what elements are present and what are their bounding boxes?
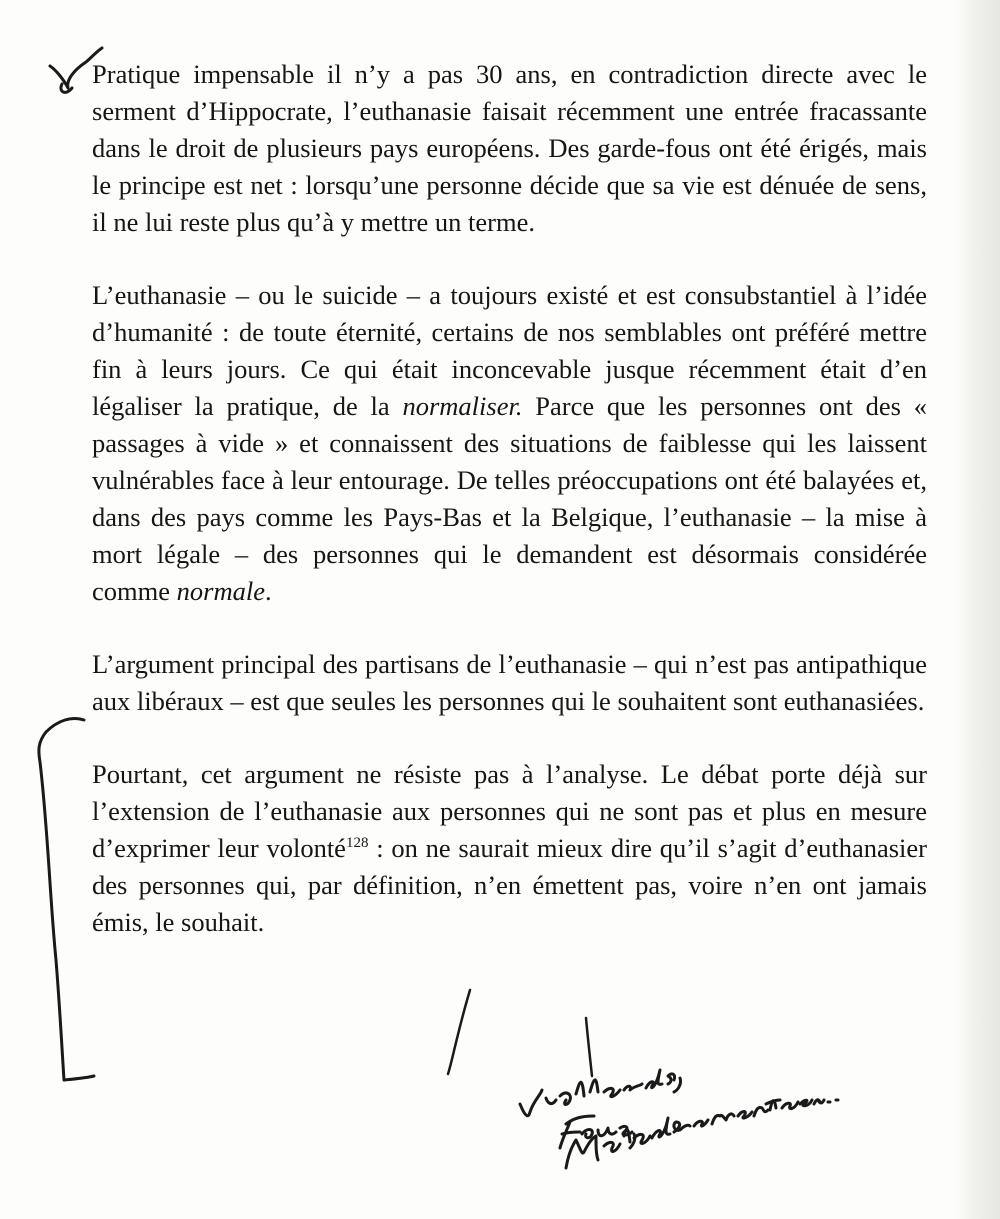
page-edge-shadow [954,0,1000,1219]
body-text [92,56,927,941]
italic-text: normaliser. [402,391,523,421]
margin-bracket-icon [39,719,94,1081]
text-run: : on ne saurait mieux dire qu’il s’agit d’euthanasier des personnes qui, par définition, n’en émettent pas, voire n’en ont jamais émis, le souhait. [92,833,927,937]
ink-stroke [586,1018,592,1076]
footnote-ref: 128 [345,835,369,851]
text-run: L’euthanasie – ou le suicide – a toujours existé et est consubstantiel à l’idée d’humanité : de toute éternité, certains de nos semblables ont préféré mettre fin à leurs jours. Ce qui était inconcevable jusque récemment était d’en légaliser la pratique, de la [92,280,927,421]
ink-stroke [448,990,470,1074]
text-run: L’argument principal des partisans de l’euthanasie – qui n’est pas antipathique aux libéraux – est que seules les personnes qui le souhaitent sont euthanasiées. [92,649,927,716]
text-run: Pourtant, cet argument ne résiste pas à l’analyse. Le débat porte déjà sur l’extension de l’euthanasie aux personnes qui ne sont pas et plus en mesure d’exprimer leur volonté [92,759,927,863]
paragraph-1 [92,56,927,241]
italic-text: normale [176,576,265,606]
paragraph-3 [92,646,927,720]
text-run: . [264,576,272,606]
text-run: Parce que les personnes ont des « passages à vide » et connaissent des situations de faiblesse qui les laissent vulnérables face à leur entourage. De telles préoccupations ont été balayées et, dans des pays comme les Pays-Bas et la Belgique, l’euthanasie – la mise à mort légale – des personnes qui le demandent est désormais considérée comme [92,391,927,606]
paragraph-4 [92,756,927,941]
paragraph-2 [92,277,927,610]
text-run: Pratique impensable il n’y a pas 30 ans, en contradiction directe avec le serment d’Hippocrate, l’euthanasie faisait récemment une entrée fracassante dans le droit de plusieurs pays européens. Des garde-fous ont été érigés, mais le principe est net : lorsqu’une personne décide que sa vie est dénuée de sens, il ne lui reste plus qu’à y mettre un terme. [92,59,927,237]
handwritten-note [520,1070,838,1168]
